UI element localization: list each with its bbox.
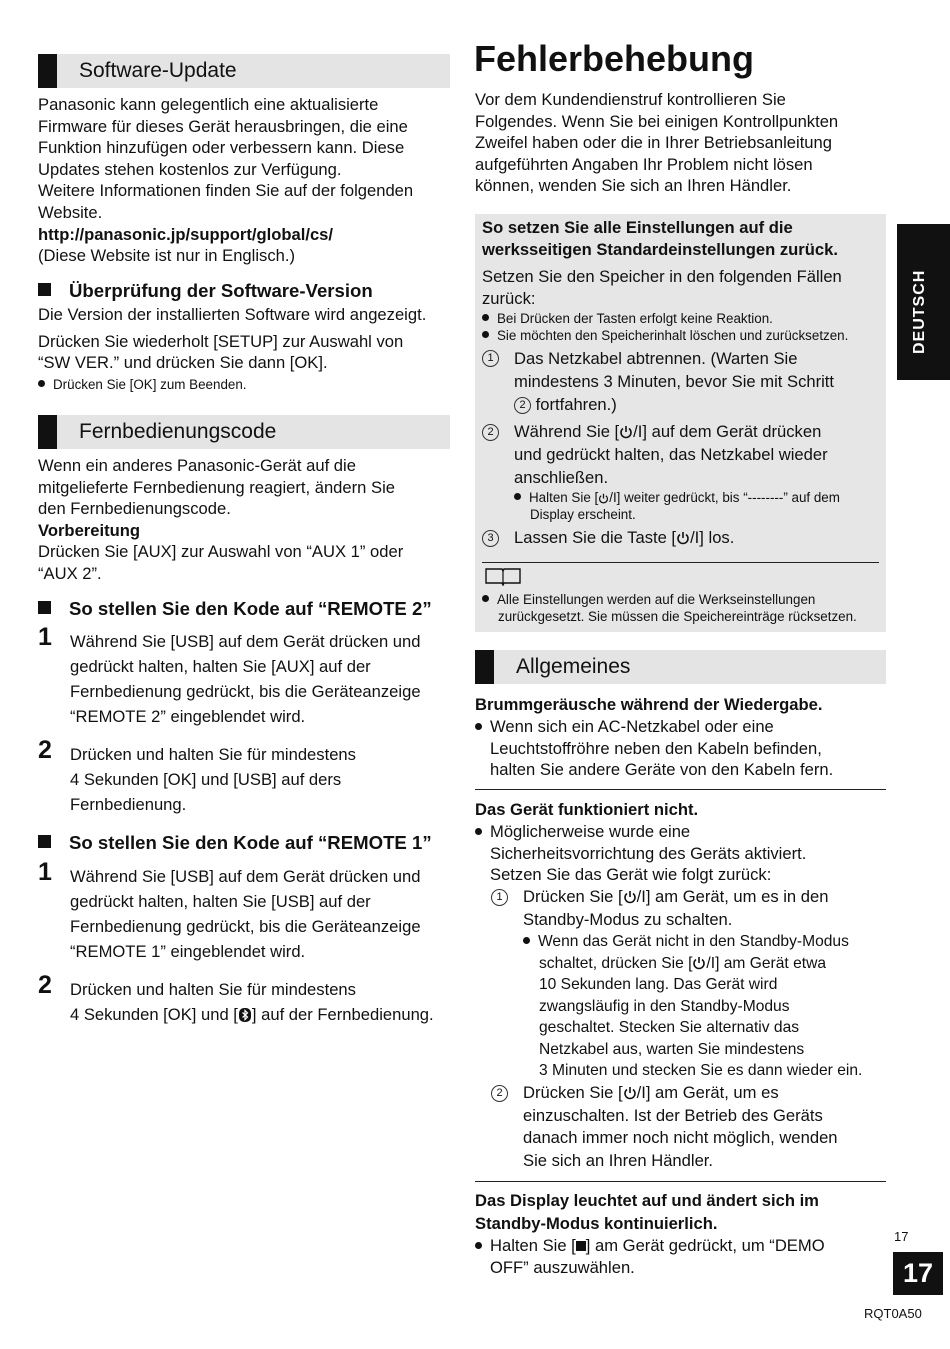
text-line: Updates stehen kostenlos zur Verfügung. [38,159,342,179]
reset-step-1 [514,347,834,416]
reset-step-2: Während Sie [ /I] auf dem Gerät drücken und gedrückt halten, das Netzkabel wieder anschließen. [514,422,828,487]
bullet-text: Drücken Sie [OK] zum Beenden. [53,376,247,392]
text-line: Während Sie [USB] auf dem Gerät drücken und [70,867,421,886]
text-line: 4 Sekunden [OK] und [ ] auf der Fernbedienung. [70,1005,434,1024]
stop-icon [576,1241,586,1251]
heading-remote-1 [38,832,432,854]
hum-text [475,716,833,781]
divider [475,789,886,790]
section-bar-remote-code [38,415,450,449]
bullet-icon [475,1242,482,1249]
text-line: 4 Sekunden [OK] und [USB] auf ders [70,770,342,789]
heading-check-version [38,280,373,302]
bullet-icon [482,595,489,602]
square-bullet-icon [38,283,51,296]
step-number: 2 [38,971,52,999]
bullet-text: Bei Drücken der Tasten erfolgt keine Reaktion. [497,311,773,326]
text-line: Sicherheitsvorrichtung des Geräts aktiviert. [490,843,807,863]
square-bullet-icon [38,601,51,614]
text-line: Folgendes. Wenn Sie bei einigen Kontrollpunkten [475,111,839,131]
power-icon [676,531,690,545]
language-tab [897,224,950,380]
heading-text: So stellen Sie den Kode auf “REMOTE 1” [69,832,432,853]
text-line: OFF” auszuwählen. [490,1257,635,1277]
text-line: den Fernbedienungscode. [38,499,231,519]
text-line: Funktion hinzufügen oder verbessern kann. Diese [38,138,405,158]
page-number-small: 17 [894,1229,909,1244]
text-line: zwangsläufig in den Standby-Modus [539,997,790,1015]
step-text [70,742,356,817]
text-line: Netzkabel aus, warten Sie mindestens [539,1040,805,1058]
heading-text: So stellen Sie den Kode auf “REMOTE 2” [69,598,432,619]
bullet-text: Alle Einstellungen werden auf die Werkseinstellungen [497,592,816,607]
text-line: halten Sie andere Geräte von den Kabeln fern. [490,760,834,780]
section-title: Software-Update [79,59,237,82]
text-line: zurückgesetzt. Sie müssen die Speichereinträge rücksetzen. [498,609,857,624]
text-line: Das Netzkabel abtrennen. (Warten Sie [514,349,798,368]
step-text [70,629,421,729]
nofunc-step-2: Drücken Sie [ /I] am Gerät, um es einzuschalten. Ist der Betrieb des Geräts danach immer noch nicht möglich, wenden Sie sich an Ihren Händler. [523,1082,838,1172]
reset-text [482,266,842,309]
power-icon [619,425,633,439]
text-line: Standby-Modus zu schalten. [523,909,733,929]
book-icon [484,566,522,586]
text-line: 3 Minuten und stecken Sie es dann wieder ein. [539,1062,863,1079]
text-line: werksseitigen Standardeinstellungen zurück. [482,239,838,259]
text-line: Setzen Sie den Speicher in den folgenden Fällen [482,267,842,286]
section-marker [475,650,494,684]
section-bar-software-update [38,54,450,88]
text-line: Drücken und halten Sie für mindestens [70,980,356,999]
section-title: Allgemeines [516,655,631,678]
nofunc-step-1: Drücken Sie [ /I] am Gerät, um es in den Standby-Modus zu schalten. [523,886,828,931]
divider [482,562,879,563]
text-line: Drücken und halten Sie für mindestens [70,745,356,764]
check-version-body [38,304,426,393]
text-line: Display erscheint. [530,507,636,522]
circled-number: 2 [482,424,499,441]
text-line: einzuschalten. Ist der Betrieb des Geräts [523,1105,823,1125]
language-label: DEUTSCH [911,269,928,354]
bullet-icon [523,937,530,944]
intro-text [475,89,838,197]
text-line: anschließen. [514,468,609,487]
bullet-text: Wenn sich ein AC-Netzkabel oder eine [490,717,774,736]
text-line: gedrückt halten, halten Sie [USB] auf der [70,892,371,911]
text-line: “SW VER.” und drücken Sie dann [OK]. [38,353,328,373]
nofunc-text [475,821,806,886]
text-line: Das Display leuchtet auf und ändert sich im [475,1191,819,1210]
step-text [70,977,434,1027]
text-line: Drücken Sie [AUX] zur Auswahl von “AUX 1” oder [38,542,404,562]
heading-remote-2 [38,598,432,620]
text-line: Die Version der installierten Software wird angezeigt. [38,305,427,324]
section-marker [38,54,57,88]
bullet-text: Möglicherweise wurde eine [490,822,691,841]
text-line: Vor dem Kundendienstruf kontrollieren Sie [475,90,786,109]
nofunc-heading: Das Gerät funktioniert nicht. [475,800,699,819]
page-number-box: 17 [893,1252,943,1295]
text-line: mindestens 3 Minuten, bevor Sie mit Schritt [514,372,835,391]
text-line: zurück: [482,288,536,308]
text-line: Leuchtstoffröhre neben den Kabeln befinden, [490,738,822,758]
section-bar-general [475,650,886,684]
hum-heading: Brummgeräusche während der Wiedergabe. [475,695,823,714]
reset-note [482,591,857,625]
text-line: Fernbedienung gedrückt, bis die Geräteanzeige [70,917,421,936]
nofunc-step-1-bullet: Wenn das Gerät nicht in den Standby-Modus schaltet, drücken Sie [ /I] am Gerät etwa 10 Sekunden lang. Das Gerät wird zwangsläufig in den Standby-Modus geschaltet. Stecken Sie alternativ das Netzkabel aus, warten Sie mindestens 3 Minuten und stecken Sie es dann wieder ein. [523,931,862,1082]
text-line: danach immer noch nicht möglich, wenden [523,1128,838,1147]
bullet-icon [514,493,521,500]
circled-number: 2 [514,397,531,414]
reset-step-3: Lassen Sie die Taste [ /I] los. [514,528,735,547]
display-heading [475,1190,819,1235]
section-marker [38,415,57,449]
circled-number: 1 [491,889,508,906]
bullet-icon [482,331,489,338]
remote-code-body [38,455,403,585]
step-number: 1 [38,858,52,886]
text-line: Standby-Modus kontinuierlich. [475,1213,718,1233]
bullet-icon [38,380,45,387]
text-line: Setzen Sie das Gerät wie folgt zurück: [490,865,772,885]
text-line: Website. [38,202,103,222]
text-line: aufgeführten Angaben Ihr Problem nicht lösen [475,154,813,174]
text-line: Weitere Informationen finden Sie auf der folgenden [38,181,414,201]
document-code: RQT0A50 [864,1306,922,1321]
bullet-text: Sie möchten den Speicherinhalt löschen und zurücksetzen. [497,328,849,343]
text-line: “AUX 2”. [38,563,102,583]
step-number: 1 [38,623,52,651]
circled-number: 2 [491,1085,508,1102]
circled-number: 1 [482,350,499,367]
text-line: So setzen Sie alle Einstellungen auf die [482,218,793,237]
text-line: Firmware für dieses Gerät herausbringen, die eine [38,116,408,136]
step-text [70,864,421,964]
bluetooth-icon [238,1008,252,1022]
page-title: Fehlerbehebung [474,38,755,79]
bullet-icon [475,723,482,730]
power-icon [692,956,706,970]
text-line: können, wenden Sie sich an Ihren Händler. [475,176,792,196]
text-line: “REMOTE 2” eingeblendet wird. [70,707,306,726]
reset-step-2-bullet: Halten Sie [ /I] weiter gedrückt, bis “--------” auf dem Display erscheint. [514,489,840,523]
section-title: Fernbedienungscode [79,420,277,443]
text-line: geschaltet. Stecken Sie alternativ das [539,1019,800,1036]
display-text: Halten Sie [ ] am Gerät gedrückt, um “DEMO OFF” auszuwählen. [475,1235,825,1278]
heading-text: Überprüfung der Software-Version [69,280,373,301]
step-number: 2 [38,736,52,764]
text-line: Sie sich an Ihren Händler. [523,1150,714,1170]
power-icon [623,890,637,904]
text-line: Fernbedienung gedrückt, bis die Geräteanzeige [70,682,421,701]
text-line: fortfahren.) [535,395,617,414]
bullet-text: Wenn das Gerät nicht in den Standby-Modus [538,933,849,950]
divider [475,1181,886,1182]
text-line: und gedrückt halten, das Netzkabel wieder [514,445,828,464]
text-line: (Diese Website ist nur in Englisch.) [38,246,295,266]
power-icon [623,1086,637,1100]
text-line: Panasonic kann gelegentlich eine aktualisierte [38,95,379,114]
text-line: mitgelieferte Fernbedienung reagiert, ändern Sie [38,477,395,497]
bullet-icon [482,314,489,321]
text-line: “REMOTE 1” eingeblendet wird. [70,942,306,961]
square-bullet-icon [38,835,51,848]
bullet-icon [475,828,482,835]
power-icon [598,493,609,504]
text-line: gedrückt halten, halten Sie [AUX] auf der [70,657,371,676]
reset-bullets [482,310,848,344]
text-line: Fernbedienung. [70,795,187,814]
text-line: Während Sie [USB] auf dem Gerät drücken und [70,632,421,651]
circled-number: 3 [482,530,499,547]
reset-heading [482,217,838,260]
software-update-body [38,94,413,267]
text-line: Zweifel haben oder die in Ihrer Betriebsanleitung [475,133,832,153]
text-line: Drücken Sie wiederholt [SETUP] zur Auswahl von [38,331,404,351]
support-url[interactable]: http://panasonic.jp/support/global/cs/ [38,224,334,244]
preparation-label: Vorbereitung [38,520,141,540]
text-line: Wenn ein anderes Panasonic-Gerät auf die [38,456,356,475]
text-line: 10 Sekunden lang. Das Gerät wird [539,976,778,993]
